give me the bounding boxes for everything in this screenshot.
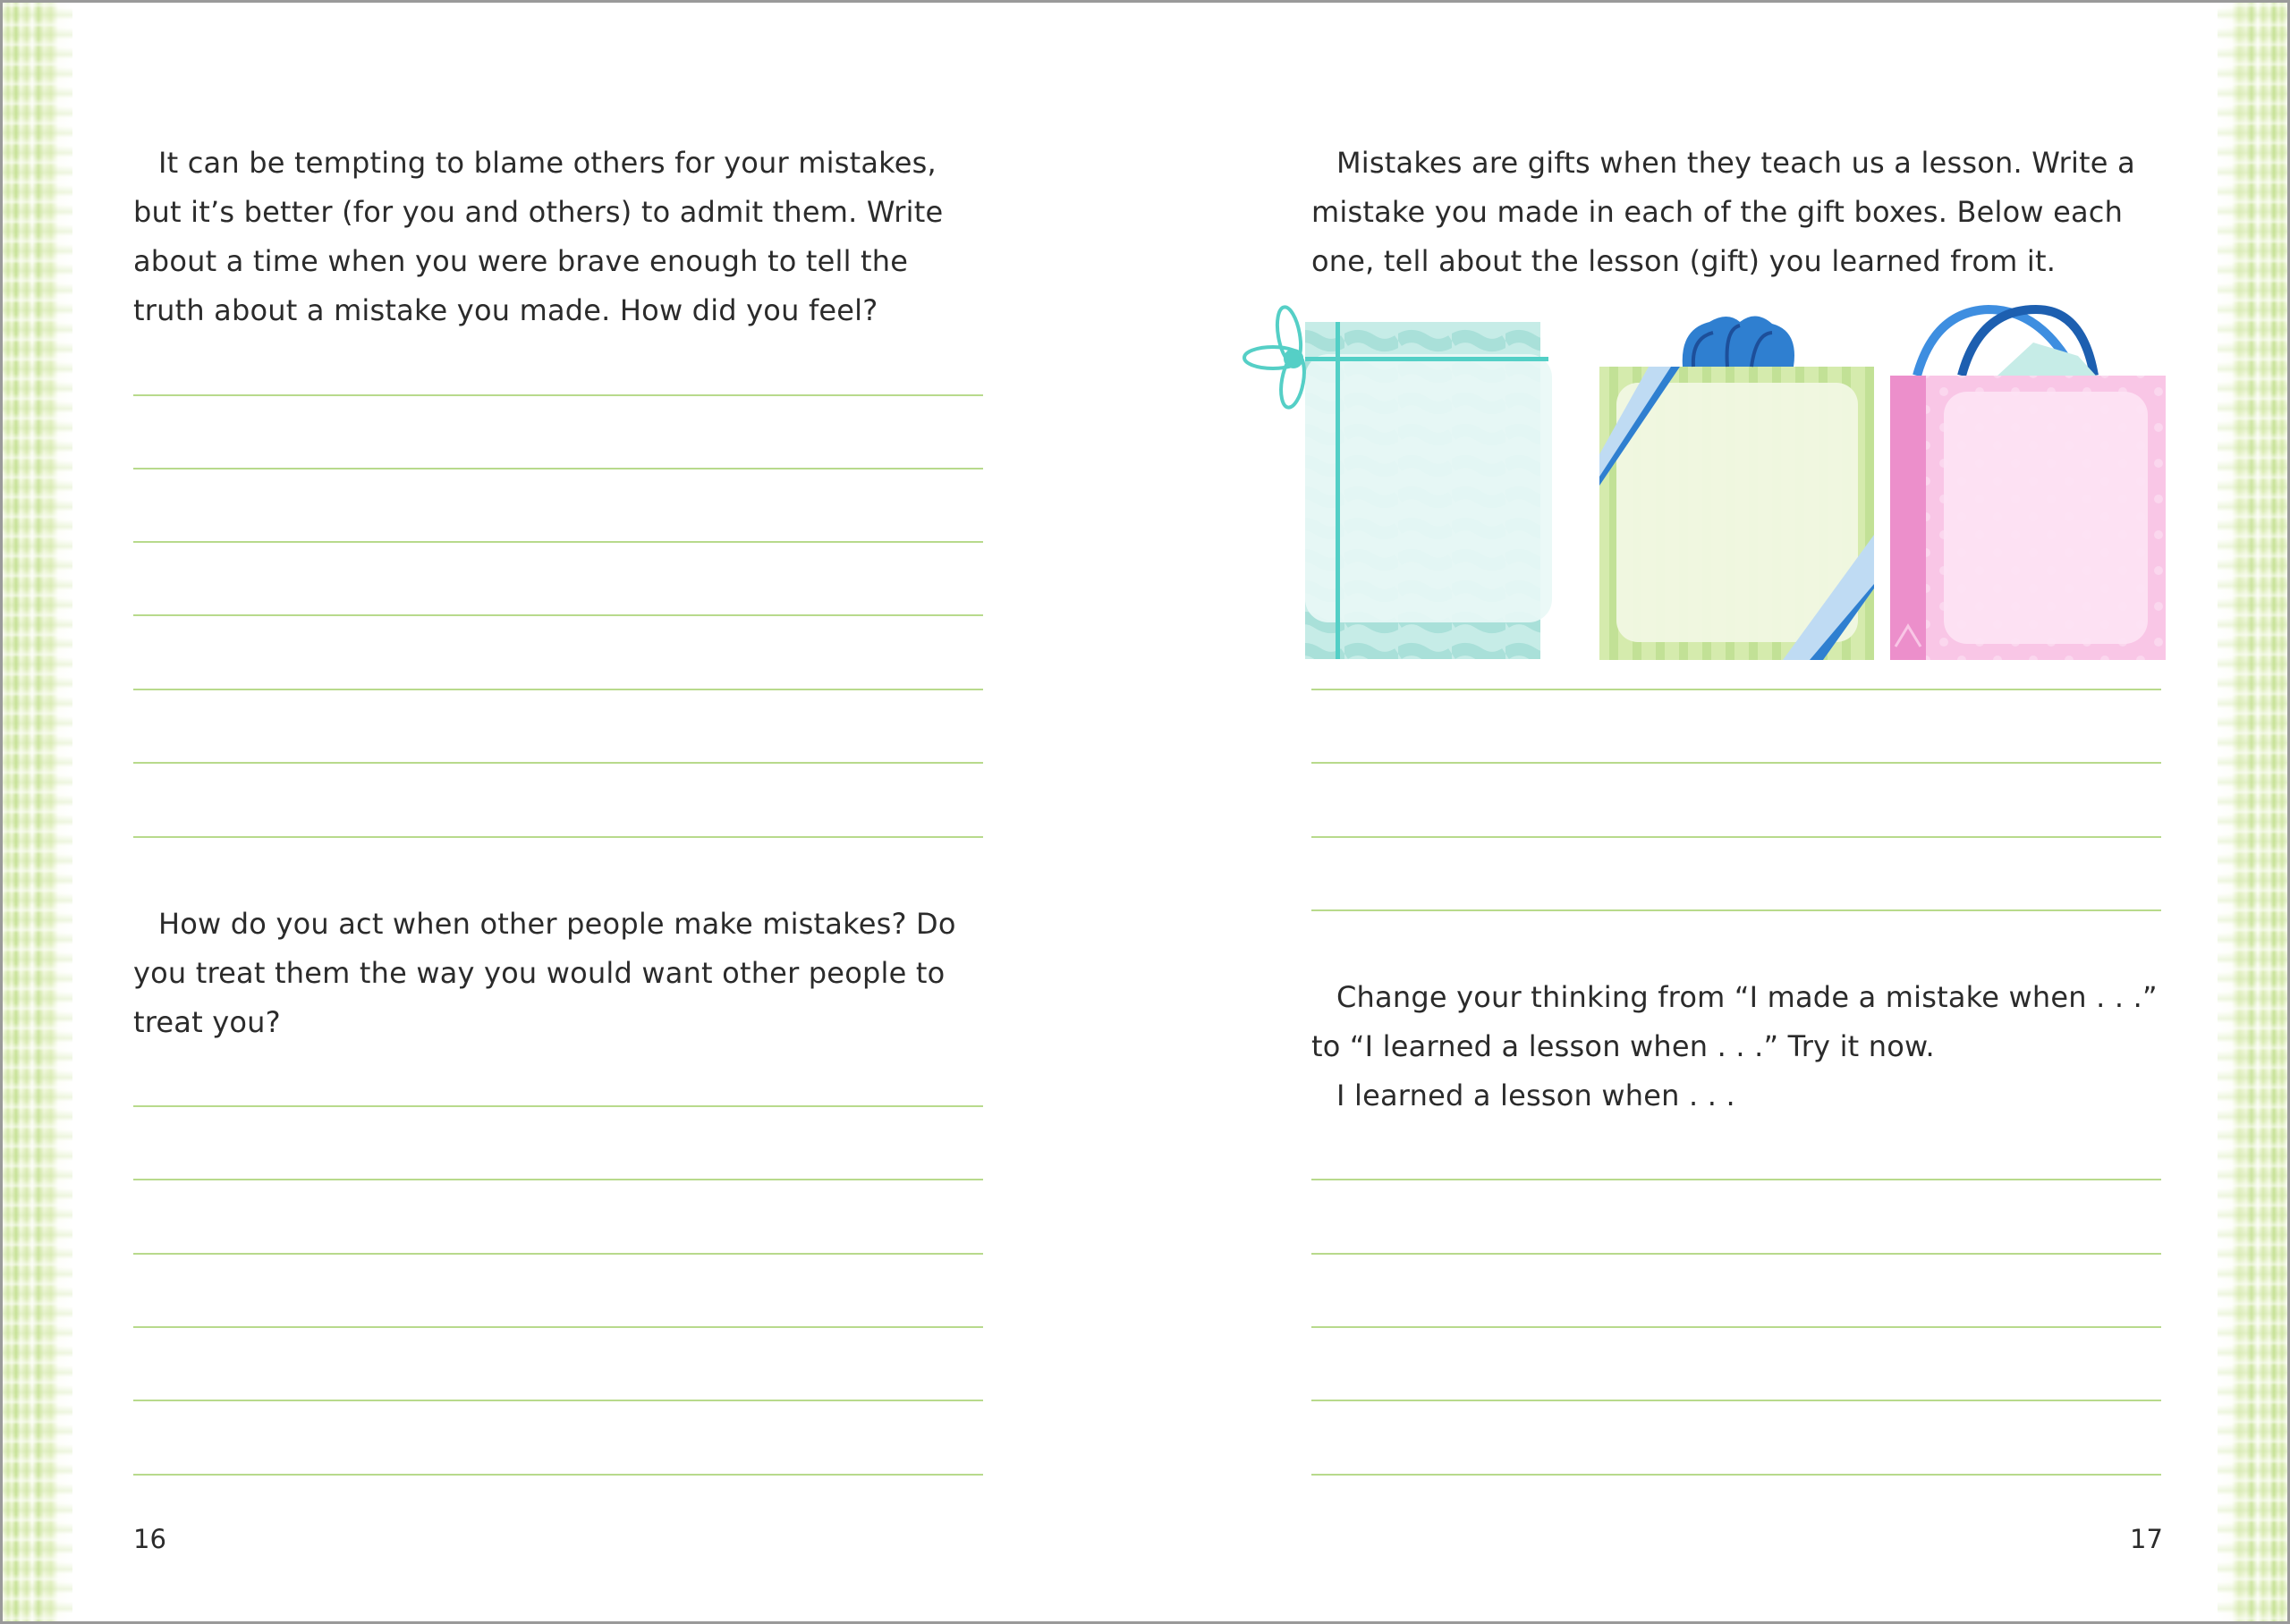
writing-line[interactable] — [133, 836, 983, 838]
writing-line[interactable] — [133, 1400, 983, 1401]
writing-line[interactable] — [1311, 1474, 2161, 1476]
writing-line[interactable] — [133, 1326, 983, 1328]
left-prompt-others-mistakes: How do you act when other people make mistakes? Do you treat them the way you would want other people to treat you? — [133, 907, 956, 1039]
page-number-left: 16 — [133, 1524, 166, 1554]
writing-line[interactable] — [1311, 836, 2161, 838]
writing-line[interactable] — [133, 1105, 983, 1107]
writing-line[interactable] — [133, 394, 983, 396]
teal-gift-box[interactable] — [1244, 305, 1552, 659]
blue-bow-icon — [1683, 316, 1794, 367]
writing-line[interactable] — [1311, 1179, 2161, 1180]
writing-line[interactable] — [1311, 1253, 2161, 1255]
writing-line[interactable] — [1311, 689, 2161, 690]
writing-line[interactable] — [133, 762, 983, 764]
pink-gift-bag[interactable] — [1890, 309, 2166, 660]
writing-line[interactable] — [1311, 909, 2161, 911]
writing-line[interactable] — [1311, 762, 2161, 764]
right-decorative-border — [2218, 3, 2287, 1621]
left-prompt-admit-mistakes: It can be tempting to blame others for your mistakes, but it’s better (for you and others) to admit them. Write about a time when you were brave enough to tell the truth about a mistake you made. How did you feel? — [133, 146, 944, 327]
right-prompt-starter: I learned a lesson when . . . — [1336, 1078, 1735, 1112]
writing-line[interactable] — [133, 468, 983, 469]
writing-line[interactable] — [1311, 1326, 2161, 1328]
left-decorative-border — [3, 3, 72, 1621]
writing-line[interactable] — [133, 1179, 983, 1180]
green-gift-box[interactable] — [1599, 316, 1874, 660]
writing-line[interactable] — [133, 689, 983, 690]
gift-boxes-illustration — [1237, 293, 2167, 669]
writing-line[interactable] — [133, 614, 983, 616]
writing-line[interactable] — [133, 541, 983, 543]
right-prompt-mistakes-are-gifts: Mistakes are gifts when they teach us a lesson. Write a mistake you made in each of the gift boxes. Below each one, tell about the lesson (gift) you learned from it. — [1311, 146, 2135, 278]
writing-line[interactable] — [1311, 1400, 2161, 1401]
page-number-right: 17 — [2130, 1524, 2163, 1554]
right-prompt-change-thinking: Change your thinking from “I made a mistake when . . .” to “I learned a lesson when . . .” Try it now. — [1311, 980, 2158, 1063]
teal-bow-icon — [1244, 305, 1308, 409]
writing-line[interactable] — [133, 1253, 983, 1255]
writing-line[interactable] — [133, 1474, 983, 1476]
